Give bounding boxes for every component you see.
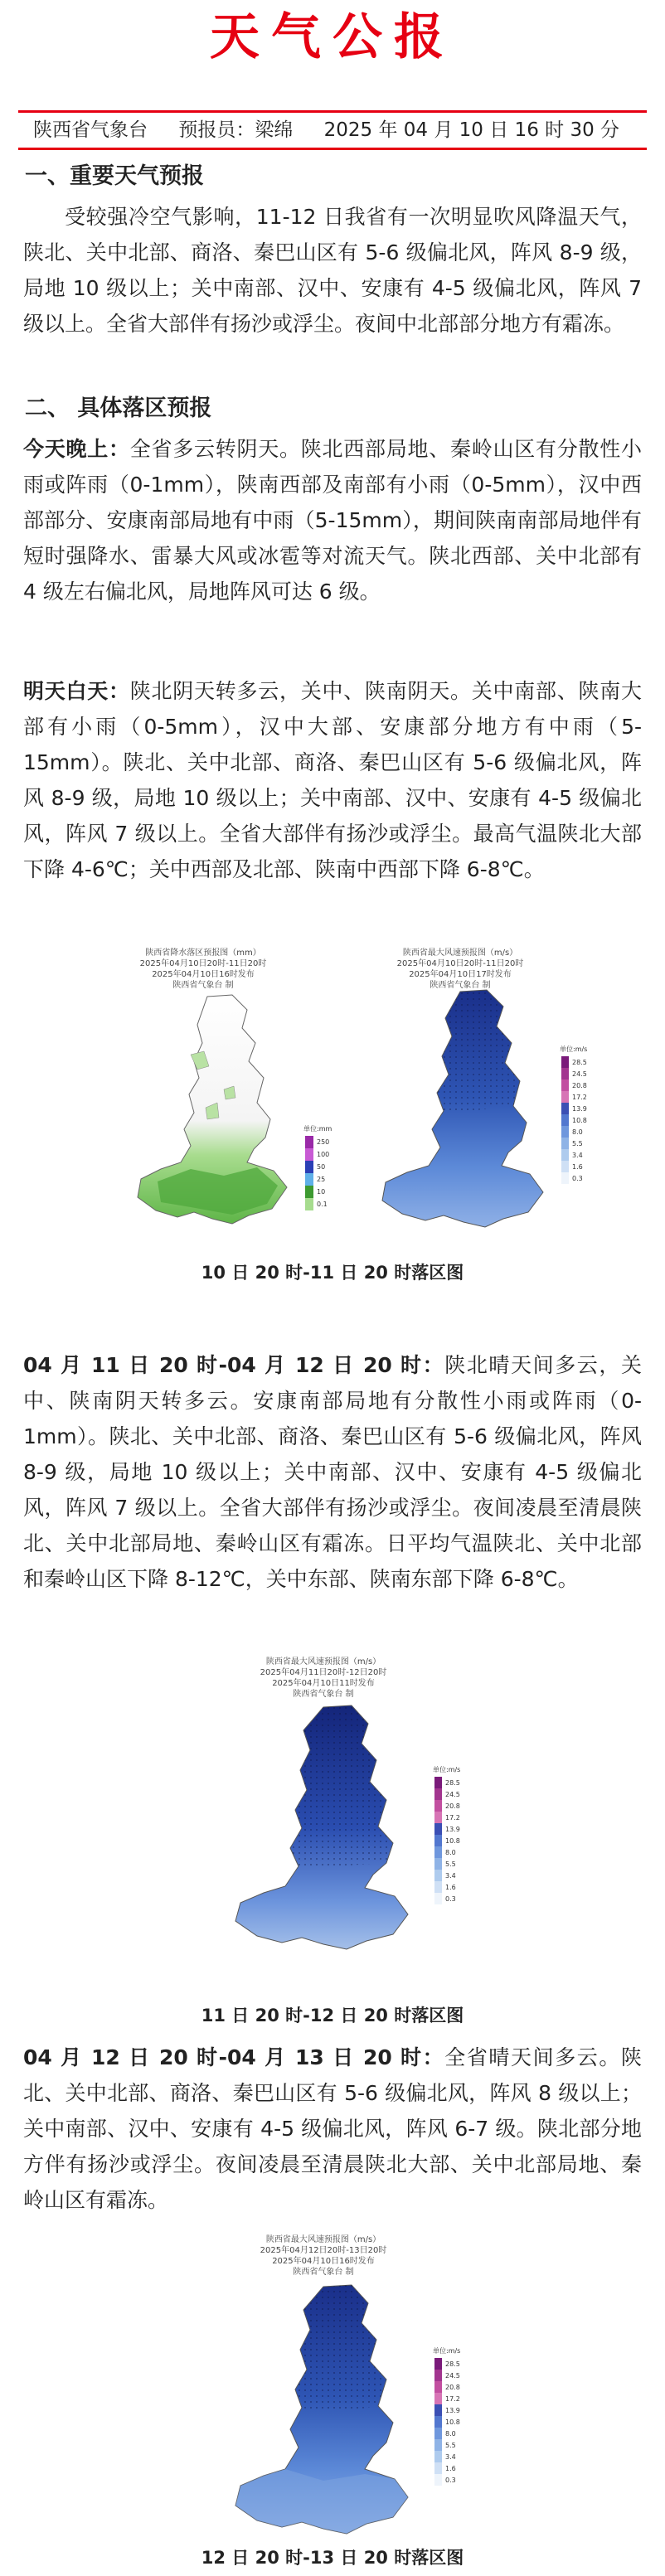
legend-swatch <box>434 2439 442 2451</box>
legend-swatch <box>434 2428 442 2439</box>
legend-label: 10.8 <box>572 1117 587 1124</box>
legend-label: 13.9 <box>445 2407 460 2414</box>
tonight-lead: 今天晚上： <box>23 437 130 461</box>
legend-label: 13.9 <box>445 1826 460 1833</box>
legend-label: 17.2 <box>445 2395 460 2403</box>
legend-label: 5.5 <box>572 1140 583 1147</box>
rain-map-period: 2025年04月10日20时-11日20时 <box>139 959 267 968</box>
legend-label: 10.8 <box>445 1837 460 1845</box>
period3-caption: 12 日 20 时-13 日 20 时落区图 <box>201 2548 464 2568</box>
period2-lead: 04 月 11 日 20 时-04 月 12 日 20 时： <box>23 1353 445 1377</box>
legend-swatch <box>434 2381 442 2393</box>
legend-label: 5.5 <box>445 2442 456 2449</box>
legend-swatch <box>434 1800 442 1812</box>
wind3-map-period: 2025年04月12日20时-13日20时 <box>260 2246 387 2255</box>
wind2-legend-title: 单位:m/s <box>433 1766 461 1773</box>
legend-swatch <box>561 1149 569 1161</box>
legend-label: 24.5 <box>445 1791 460 1798</box>
wind3-map-producer: 陕西省气象台 制 <box>293 2268 354 2277</box>
period2-forecast <box>23 1347 642 1597</box>
legend-swatch <box>434 1893 442 1904</box>
legend-label: 5.5 <box>445 1860 456 1868</box>
wind-forecast-map-2 <box>199 1654 489 1953</box>
rain-legend-label: 10 <box>317 1188 326 1196</box>
legend-label: 24.5 <box>445 2372 460 2380</box>
wind2-map-title: 陕西省最大风速预报图（m/s） <box>265 1657 381 1666</box>
legend-swatch <box>561 1091 569 1103</box>
rain-legend-label: 0.1 <box>317 1201 328 1208</box>
legend-label: 3.4 <box>572 1152 583 1159</box>
legend-swatch <box>434 2404 442 2416</box>
period3-lead: 04 月 12 日 20 时-04 月 13 日 20 时： <box>23 2045 445 2069</box>
legend-label: 10.8 <box>445 2418 460 2426</box>
section2-heading: 二、 具体落区预报 <box>25 395 212 421</box>
legend-label: 3.4 <box>445 1872 456 1880</box>
legend-swatch <box>434 2370 442 2381</box>
legend-label: 0.3 <box>445 1895 456 1903</box>
wind2-legend <box>434 1777 460 1904</box>
legend-swatch <box>561 1161 569 1172</box>
legend-swatch <box>561 1114 569 1126</box>
legend-label: 3.4 <box>445 2453 456 2461</box>
rain-map-issued: 2025年04月10日16时发布 <box>152 970 255 979</box>
legend-swatch <box>434 1881 442 1893</box>
wind2-map-period: 2025年04月11日20时-12日20时 <box>260 1668 387 1677</box>
legend-swatch <box>434 1870 442 1881</box>
legend-swatch <box>434 1823 442 1835</box>
tomorrow-forecast <box>23 673 642 887</box>
legend-swatch <box>434 1846 442 1858</box>
legend-label: 17.2 <box>572 1094 587 1101</box>
legend-swatch <box>434 1777 442 1788</box>
legend-label: 17.2 <box>445 1814 460 1822</box>
legend-swatch <box>561 1068 569 1079</box>
legend-label: 8.0 <box>445 2430 456 2438</box>
rain-legend-label: 50 <box>317 1163 326 1171</box>
wind2-map-producer: 陕西省气象台 制 <box>293 1690 354 1699</box>
legend-swatch <box>434 2358 442 2370</box>
legend-swatch <box>561 1056 569 1068</box>
wind3-map-issued: 2025年04月10日16时发布 <box>272 2257 375 2266</box>
tonight-text: 全省多云转阴天。陕北西部局地、秦岭山区有分散性小雨或阵雨（0-1mm），陕南西部及南部有小雨（0-5mm），汉中西部部分、安康南部局地有中雨（5-15mm），期间陕南南部局地伴有短时强降水、雷暴大风或冰雹等对流天气。陕北西部、关中北部有 4 级左右偏北风，局地阵风可达 6 级。 <box>23 437 642 604</box>
bulletin-title: 天气公报 <box>210 8 455 66</box>
wind3-map-title: 陕西省最大风速预报图（m/s） <box>265 2235 381 2244</box>
legend-label: 28.5 <box>445 2360 460 2368</box>
legend-swatch <box>561 1079 569 1091</box>
legend-swatch <box>434 1788 442 1800</box>
tomorrow-lead: 明天白天： <box>23 679 130 703</box>
legend-label: 0.3 <box>445 2477 456 2484</box>
legend-label: 1.6 <box>445 2465 456 2472</box>
tonight-forecast <box>23 431 642 609</box>
maps1-caption: 10 日 20 时-11 日 20 时落区图 <box>201 1263 464 1283</box>
legend-label: 8.0 <box>445 1849 456 1856</box>
wind2-map-issued: 2025年04月10日11时发布 <box>272 1679 375 1688</box>
agency: 陕西省气象台 <box>33 119 148 141</box>
legend-swatch <box>434 2393 442 2404</box>
rain-legend-labels <box>317 1138 329 1208</box>
legend-label: 28.5 <box>445 1779 460 1787</box>
wind1-map-issued: 2025年04月10日17时发布 <box>409 970 512 979</box>
rain-map-producer: 陕西省气象台 制 <box>172 981 234 990</box>
legend-swatch <box>434 1835 442 1846</box>
rain-legend-label: 25 <box>317 1176 326 1183</box>
legend-swatch <box>434 1812 442 1823</box>
header-rule-top <box>18 110 647 113</box>
legend-swatch <box>434 2416 442 2428</box>
legend-swatch <box>434 2474 442 2486</box>
wind1-map-producer: 陕西省气象台 制 <box>430 981 491 990</box>
legend-swatch <box>434 2451 442 2462</box>
rain-map-title: 陕西省降水落区预报图（mm） <box>145 948 261 958</box>
issue-datetime: 2025 年 04 月 10 日 16 时 30 分 <box>323 119 620 141</box>
legend-swatch <box>561 1126 569 1138</box>
period2-caption: 11 日 20 时-12 日 20 时落区图 <box>201 2006 464 2025</box>
legend-swatch <box>561 1103 569 1114</box>
period3-forecast <box>23 2040 642 2218</box>
legend-swatch <box>561 1138 569 1149</box>
wind-forecast-map-1 <box>344 945 609 1231</box>
period3-text: 全省晴天间多云。陕北、关中北部、商洛、秦巴山区有 5-6 级偏北风，阵风 8 级以上；关中南部、汉中、安康有 4-5 级偏北风，阵风 6-7 级。陕北部分地方伴有扬沙或浮尘。夜间凌晨至清晨陕北大部、关中北部局地、秦岭山区有霜冻。 <box>23 2045 642 2212</box>
section1-text: 受较强冷空气影响，11-12 日我省有一次明显吹风降温天气，陕北、关中北部、商洛、秦巴山区有 5-6 级偏北风，阵风 8-9 级，局地 10 级以上；关中南部、汉中、安康有 4-5 级偏北风，阵风 7 级以上。全省大部伴有扬沙或浮尘。夜间中北部部分地方有霜冻。 <box>23 205 642 336</box>
rain-forecast-map <box>108 945 348 1231</box>
legend-label: 8.0 <box>572 1128 583 1136</box>
tomorrow-text: 陕北阴天转多云，关中、陕南阴天。关中南部、陕南大部有小雨（0-5mm），汉中大部、安康部分地方有中雨（5-15mm）。陕北、关中北部、商洛、秦巴山区有 5-6 级偏北风，阵风 8-9 级，局地 10 级以上；关中南部、汉中、安康有 4-5 级偏北风，阵风 7 级以上。全省大部伴有扬沙或浮尘。最高气温陕北大部下降 4-6℃；关中西部及北部、陕南中西部下降 6-8℃。 <box>23 679 642 881</box>
legend-label: 13.9 <box>572 1105 587 1113</box>
legend-label: 0.3 <box>572 1175 583 1182</box>
wind3-legend-title: 单位:m/s <box>433 2347 461 2355</box>
wind1-map-period: 2025年04月10日20时-11日20时 <box>396 959 524 968</box>
legend-label: 20.8 <box>445 1802 460 1810</box>
legend-label: 20.8 <box>445 2384 460 2391</box>
legend-label: 1.6 <box>572 1163 583 1171</box>
wind1-map-title: 陕西省最大风速预报图（m/s） <box>402 948 518 958</box>
legend-label: 20.8 <box>572 1082 587 1089</box>
rain-legend-title: 单位:mm <box>303 1125 332 1133</box>
section1-heading: 一、重要天气预报 <box>25 163 204 189</box>
header-rule-bottom <box>18 148 647 150</box>
legend-swatch <box>561 1172 569 1184</box>
wind1-legend-title: 单位:m/s <box>560 1045 588 1053</box>
header-line <box>33 118 644 143</box>
legend-label: 1.6 <box>445 1884 456 1891</box>
wind-forecast-map-3 <box>199 2232 489 2543</box>
rain-legend-label: 250 <box>317 1138 330 1146</box>
legend-label: 24.5 <box>572 1070 587 1078</box>
legend-swatch <box>434 2462 442 2474</box>
legend-label: 28.5 <box>572 1059 587 1066</box>
rain-legend-label: 100 <box>317 1151 330 1158</box>
period2-text: 陕北晴天间多云，关中、陕南阴天转多云。安康南部局地有分散性小雨或阵雨（0-1mm）。陕北、关中北部、商洛、秦巴山区有 5-6 级偏北风，阵风 8-9 级，局地 10 级以上；关中南部、汉中、安康有 4-5 级偏北风，阵风 7 级以上。全省大部伴有扬沙或浮尘。夜间凌晨至清晨陕北、关中北部局地、秦岭山区有霜冻。日平均气温陕北、关中北部和秦岭山区下降 8-12℃，关中东部、陕南东部下降 6-8℃。 <box>23 1353 642 1591</box>
wind1-legend <box>561 1056 587 1184</box>
legend-swatch <box>434 1858 442 1870</box>
wind3-legend <box>434 2358 460 2486</box>
forecaster: 预报员：梁绵 <box>178 119 294 141</box>
